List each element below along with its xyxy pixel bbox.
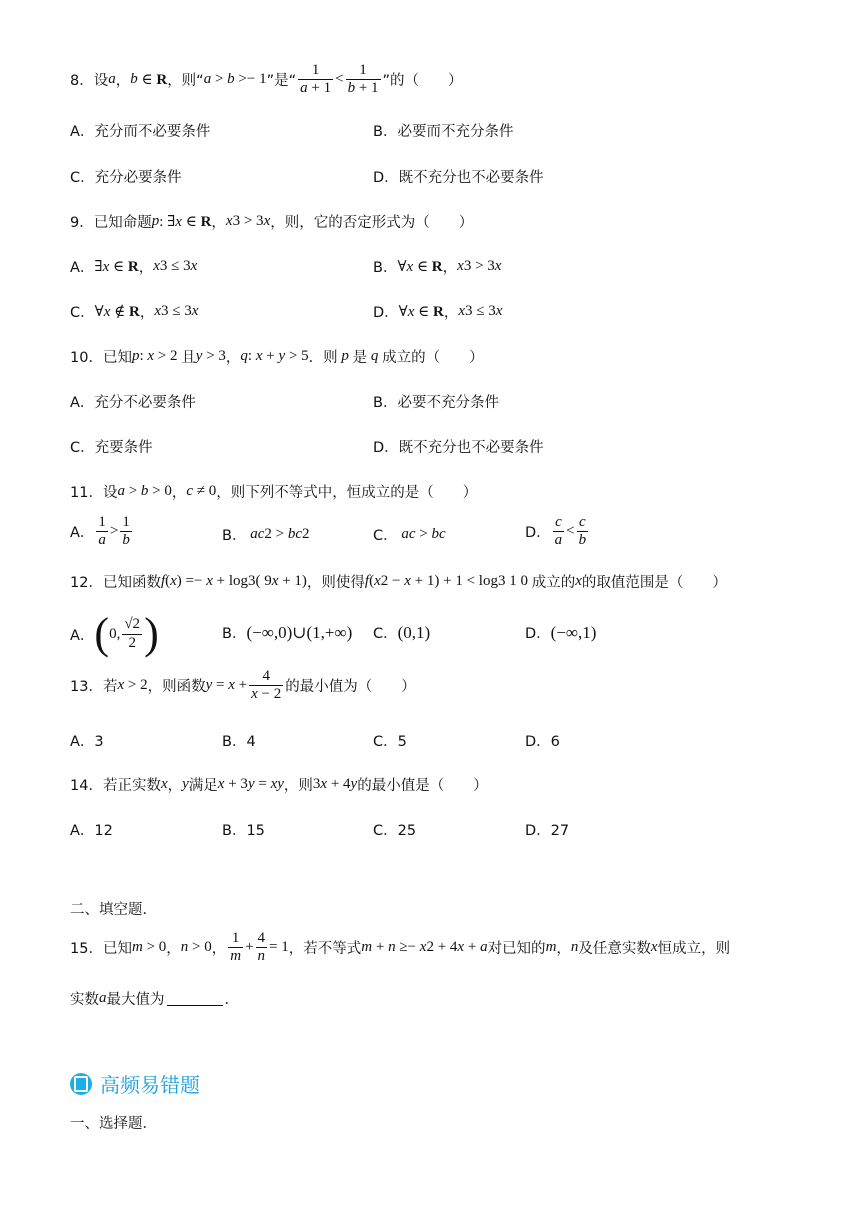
q8-option-c: C．充分必要条件	[70, 170, 182, 186]
question-13: 13． 若 x > 2 ，则函数 y = x + $\frac{4}{x - 2}$ 的最小值为（ ）	[70, 668, 416, 703]
q12-option-d: D． (−∞,1)	[525, 622, 597, 642]
question-11: 11． 设 a > b > 0 ， c ≠ 0 ，则下列不等式中，恒成立的是（ ）	[70, 483, 478, 501]
q11-option-a: A． $\frac{1}{a}$ > $\frac{1}{b}$	[70, 514, 130, 549]
q14-option-b: B．15	[222, 823, 265, 839]
q13-option-c: C．5	[373, 734, 407, 750]
section-choice-heading: 一、选择题．	[70, 1116, 157, 1132]
q11-option-c: C． ac > bc	[373, 526, 446, 544]
question-14: 14． 若正实数 x ， y 满足 x + 3 y = xy ，则 3 x + 4 y 的最小值是（ ）	[70, 776, 488, 794]
q12-option-a: A． ( 0, $\frac{√2}{2}$ )	[70, 609, 159, 658]
question-9: 9． 已知命题 p : ∃x ∈ R ， x 3 > 3 x ，则 ，它的否定形式为（ ）	[70, 213, 474, 231]
q11-option-b: B． ac 2 > bc 2	[222, 526, 310, 544]
q12-option-c: C． (0,1)	[373, 622, 431, 642]
q9-option-a: A． ∃x ∈ R ， x 3 ≤ 3 x	[70, 258, 198, 276]
section-high-frequency-heading: 高频易错题	[70, 1069, 200, 1098]
q13-option-b: B．4	[222, 734, 256, 750]
q10-option-c: C．充要条件	[70, 440, 153, 456]
q9-option-b: B． ∀x ∈ R ， x 3 > 3 x	[373, 258, 502, 276]
answer-blank[interactable]	[167, 991, 223, 1006]
question-8: 8． 设 a ， b ∈ R ，则“ a > b >− 1 ”是“ $\frac{1}{a + 1}$ < $\frac{1}{b + 1}$ ”的（ ）	[70, 62, 463, 97]
q10-option-d: D．既不充分也不必要条件	[373, 440, 544, 456]
q13-option-a: A．3	[70, 734, 104, 750]
q8-option-a: A．充分而不必要条件	[70, 124, 211, 140]
question-15: 15． 已知 m > 0 ， n > 0 ， $\frac{1}{m}$ + $\frac{4}{n}$ = 1 ，若不等式 m + n ≥− x 2 + 4 x + a 对已知的 m ， n 及任意实数 x 恒成立，则	[70, 930, 731, 965]
q9-option-d: D． ∀x ∈ R ， x 3 ≤ 3 x	[373, 303, 503, 321]
q8-option-b: B．必要而不充分条件	[373, 124, 514, 140]
section-badge-icon	[70, 1073, 92, 1095]
q14-option-c: C．25	[373, 823, 417, 839]
q13-option-d: D．6	[525, 734, 560, 750]
q8-option-d: D．既不充分也不必要条件	[373, 170, 544, 186]
q9-option-c: C． ∀x ∉ R ， x 3 ≤ 3 x	[70, 303, 199, 321]
q14-option-a: A．12	[70, 823, 113, 839]
q10-option-b: B．必要不充分条件	[373, 395, 499, 411]
question-12: 12． 已知函数 f (x) =− x + log 3 ( 9 x + 1) ，则使得 f (x 2 − x + 1) + 1 < log 3 1 0 成立的 x 的取值范围是（ ）	[70, 573, 727, 591]
q14-option-d: D．27	[525, 823, 570, 839]
section-fill-in-heading: 二、填空题．	[70, 902, 157, 918]
question-15-continued: 实数 a 最大值为 ．	[70, 990, 239, 1008]
q11-option-d: D． $\frac{c}{a}$ < $\frac{c}{b}$	[525, 514, 587, 549]
q10-option-a: A．充分不必要条件	[70, 395, 196, 411]
question-10: 10． 已知 p : x > 2 且 y > 3 ， q : x + y > 5 ． 则 p 是 q 成立的（ ）	[70, 348, 484, 366]
q12-option-b: B． (−∞,0)∪(1,+∞)	[222, 622, 353, 642]
